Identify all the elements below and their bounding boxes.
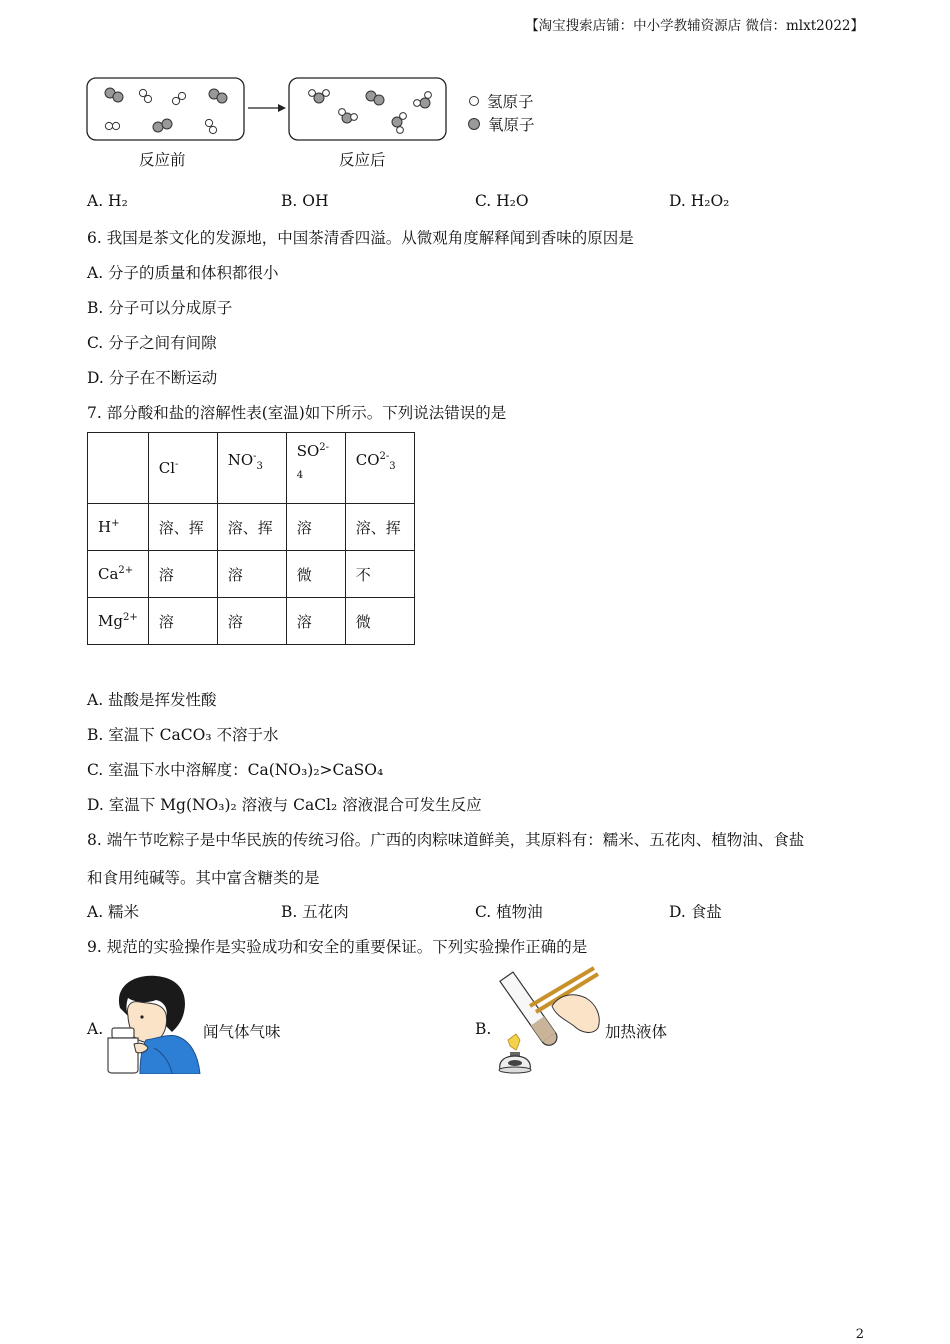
solubility-table (87, 432, 415, 645)
row-header-h: H+ (88, 504, 149, 551)
q9-option-a-label: 闻气体气味 (203, 1023, 281, 1041)
before-label: 反应前 (139, 151, 186, 169)
q5-option-c: C. H₂O (475, 192, 529, 210)
legend-hydrogen-label: 氢原子 (487, 93, 534, 111)
table-cell: 溶 (148, 598, 217, 645)
hydrogen-atom-icon (469, 96, 479, 106)
table-cell: 溶、挥 (345, 504, 414, 551)
q7-option-a: A. 盐酸是挥发性酸 (87, 691, 217, 709)
legend-hydrogen (469, 90, 534, 112)
table-cell: 溶 (217, 598, 286, 645)
oxygen-atom-icon (468, 118, 480, 130)
q7-option-c: C. 室温下水中溶解度：Ca(NO₃)₂>CaSO₄ (87, 761, 384, 779)
table-cell: 微 (345, 598, 414, 645)
row-header-ca: $Ca^{2+}$ (88, 551, 149, 598)
legend-oxygen (468, 113, 535, 135)
q6-option-c: C. 分子之间有间隙 (87, 334, 217, 352)
q9-stem: 9. 规范的实验操作是实验成功和安全的重要保证。下列实验操作正确的是 (87, 938, 588, 956)
table-cell: 溶、挥 (148, 504, 217, 551)
table-row (88, 598, 415, 645)
q9-option-a-letter: A. (87, 1020, 104, 1038)
col-header-so4: $SO^{2-}_4$ (286, 433, 345, 504)
q6-option-b: B. 分子可以分成原子 (87, 299, 233, 317)
table-row (88, 504, 415, 551)
q8-stem-line1: 8. 端午节吃粽子是中华民族的传统习俗。广西的肉粽味道鲜美，其原料有：糯米、五花肉、植物油、食盐 (87, 831, 805, 849)
legend-oxygen-label: 氧原子 (488, 116, 535, 134)
table-cell: 溶、挥 (217, 504, 286, 551)
q6-option-d: D. 分子在不断运动 (87, 369, 218, 387)
q7-option-b: B. 室温下 CaCO₃ 不溶于水 (87, 726, 279, 744)
table-cell: 溶 (286, 504, 345, 551)
reaction-diagram (86, 76, 556, 176)
table-corner-cell (88, 433, 149, 504)
table-cell: 溶 (217, 551, 286, 598)
q8-option-d: D. 食盐 (669, 903, 722, 921)
smell-gas-illustration (106, 972, 202, 1078)
page-number: 2 (855, 1327, 864, 1342)
col-header-no3: $NO^-_3$ (217, 433, 286, 504)
q6-stem: 6. 我国是茶文化的发源地，中国茶清香四溢。从微观角度解释闻到香味的原因是 (87, 229, 634, 247)
table-header-row (88, 433, 415, 504)
q5-option-b: B. OH (281, 192, 329, 210)
q8-option-b: B. 五花肉 (281, 903, 349, 921)
table-row (88, 551, 415, 598)
table-cell: 溶 (148, 551, 217, 598)
q7-stem: 7. 部分酸和盐的溶解性表(室温)如下所示。下列说法错误的是 (87, 404, 507, 422)
q5-option-d: D. H₂O₂ (669, 192, 730, 210)
q5-option-a: A. H₂ (87, 192, 128, 210)
q7-option-d: D. 室温下 Mg(NO₃)₂ 溶液与 CaCl₂ 溶液混合可发生反应 (87, 796, 482, 814)
page-header: 【淘宝搜索店铺：中小学教辅资源店 微信：mlxt2022】 (525, 18, 864, 34)
table-cell: 微 (286, 551, 345, 598)
q9-option-b-label: 加热液体 (605, 1023, 668, 1041)
q8-stem-line2: 和食用纯碱等。其中富含糖类的是 (87, 869, 320, 887)
q9-option-b-letter: B. (475, 1020, 492, 1038)
table-cell: 不 (345, 551, 414, 598)
q8-option-a: A. 糯米 (87, 903, 140, 921)
heat-liquid-illustration (494, 966, 606, 1080)
row-header-mg: $Mg^{2+}$ (88, 598, 149, 645)
q8-option-c: C. 植物油 (475, 903, 543, 921)
q6-option-a: A. 分子的质量和体积都很小 (87, 264, 279, 282)
table-cell: 溶 (286, 598, 345, 645)
after-label: 反应后 (339, 151, 386, 169)
col-header-co3: $CO^{2-}_3$ (345, 433, 414, 504)
col-header-cl: Cl- (148, 433, 217, 504)
